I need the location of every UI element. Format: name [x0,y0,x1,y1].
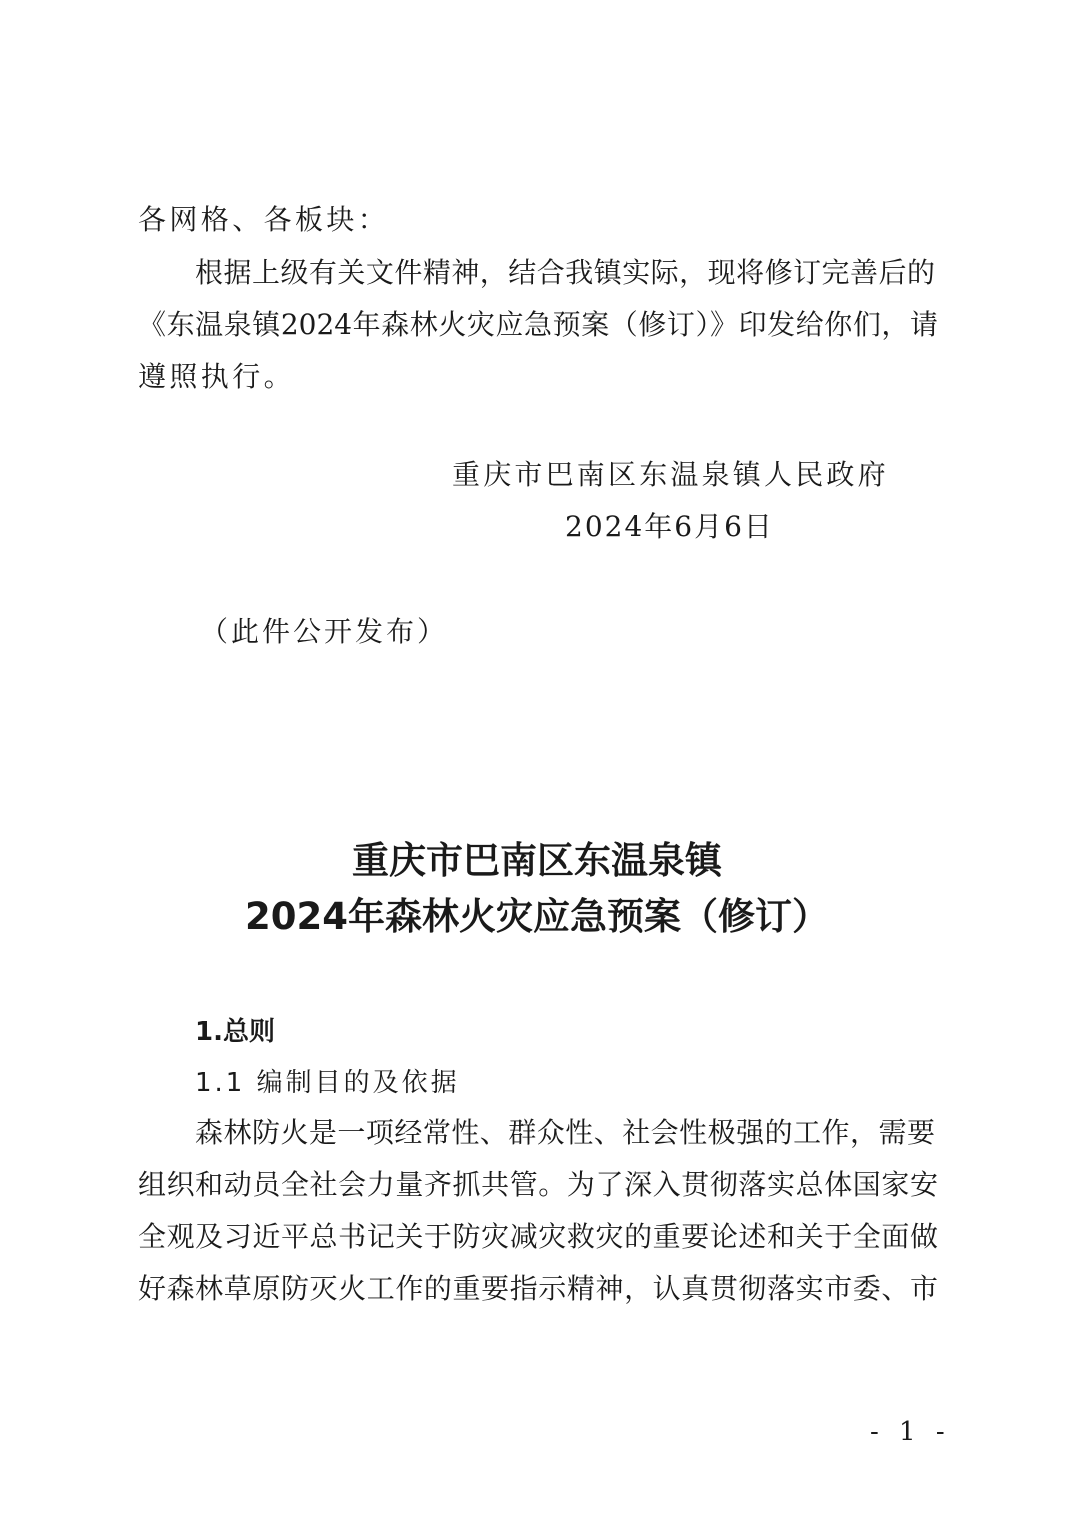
paragraph-text-2: 组织和动员全社会力量齐抓共管。为了深入贯彻落实总体国家安 [138,1168,938,1201]
paragraph-line-2 [138,1165,938,1205]
paragraph-text-1: 森林防火是一项经常性、群众性、社会性极强的工作，需要 [195,1116,935,1149]
letter-body-line-1 [195,253,935,293]
paragraph-line-1 [195,1113,935,1153]
letter-body-text-2: 《东温泉镇2024年森林火灾应急预案（修订）》印发给你们，请 [138,308,938,341]
letter-body-text-1: 根据上级有关文件精神，结合我镇实际，现将修订完善后的 [195,256,935,289]
issue-date: 2024年6月6日 [565,510,774,543]
letter-body-line-2 [138,305,938,345]
letter-body-line-3: 遵照执行。 [138,360,296,393]
document-title-line-1: 重庆市巴南区东温泉镇 [352,839,722,882]
paragraph-text-3: 全观及习近平总书记关于防灾减灾救灾的重要论述和关于全面做 [138,1220,938,1253]
paragraph-line-4 [138,1269,938,1309]
page-number: - 1 - [870,1417,951,1447]
publication-note: （此件公开发布） [200,615,449,648]
paragraph-text-4: 好森林草原防灭火工作的重要指示精神，认真贯彻落实市委、市 [138,1272,938,1305]
document-title-line-2: 2024年森林火灾应急预案（修订） [245,895,829,938]
section-heading: 1.总则 [195,1017,275,1047]
paragraph-line-3 [138,1217,938,1257]
letter-recipient: 各网格、各板块： [138,203,390,236]
issuer-signature: 重庆市巴南区东温泉镇人民政府 [452,458,889,491]
subsection-heading: 1.1 编制目的及依据 [195,1068,460,1098]
